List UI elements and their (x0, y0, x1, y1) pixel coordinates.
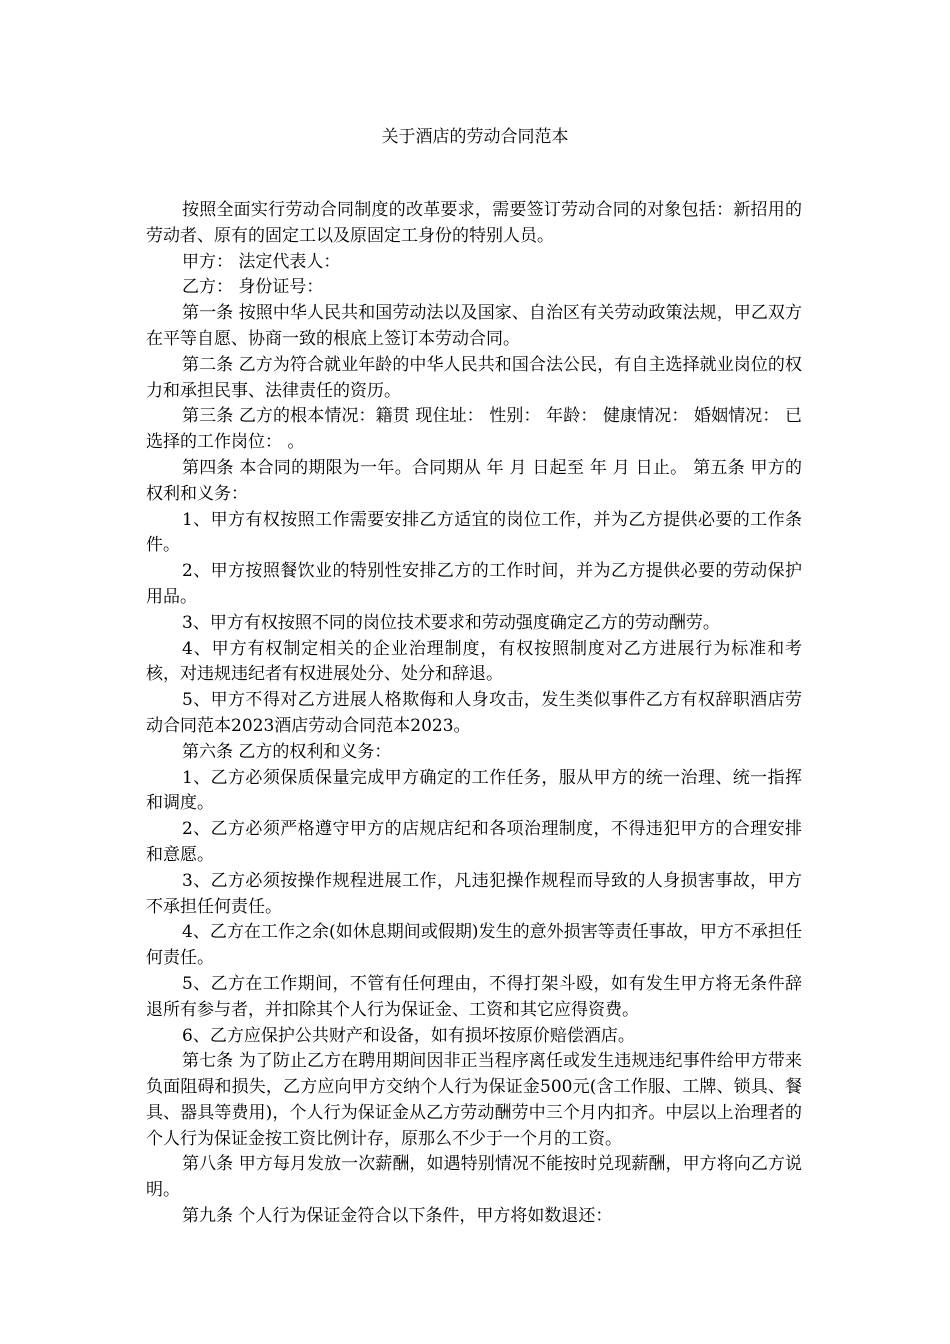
paragraph-article-4-5: 第四条 本合同的期限为一年。合同期从 年 月 日起至 年 月 日止。 第五条 甲方的权利和义务： (146, 457, 802, 504)
paragraph-party-b: 乙方： 身份证号： (182, 277, 324, 298)
paragraph-article-7: 第七条 为了防止乙方在聘用期间因非正当程序离任或发生违规违纪事件给甲方带来负面阻碍和损失，乙方应向甲方交纳个人行为保证金500元(含工作服、工牌、锁具、餐具、器具等费用)，个人行为保证金从乙方劳动酬劳中三个月内扣齐。中层以上治理者的个人行为保证金按工资比例计存，原那么不少于一个月的工资。 (146, 1051, 802, 1149)
document-body (146, 198, 802, 1230)
paragraph-article-8: 第八条 甲方每月发放一次薪酬，如遇特别情况不能按时兑现薪酬，甲方将向乙方说明。 (146, 1154, 802, 1201)
paragraph-party-a: 甲方： 法定代表人： (182, 251, 341, 272)
paragraph-item: 5、甲方不得对乙方进展人格欺侮和人身攻击，发生类似事件乙方有权辞职酒店劳动合同范本2023酒店劳动合同范本2023。 (146, 690, 802, 736)
paragraph-article-6: 第六条 乙方的权利和义务： (182, 741, 392, 762)
document-title: 关于酒店的劳动合同范本 (381, 127, 569, 147)
paragraph-item: 2、乙方必须严格遵守甲方的店规店纪和各项治理制度，不得违犯甲方的合理安排和意愿。 (146, 819, 802, 865)
paragraph-item: 1、甲方有权按照工作需要安排乙方适宜的岗位工作，并为乙方提供必要的工作条件。 (146, 509, 802, 556)
paragraph-item: 6、乙方应保护公共财产和设备，如有损坏按原价赔偿酒店。 (182, 1025, 635, 1046)
paragraph-item: 5、乙方在工作期间，不管有任何理由，不得打架斗殴，如有发生甲方将无条件辞退所有参与者，并扣除其个人行为保证金、工资和其它应得资费。 (146, 973, 802, 1020)
paragraph-article-1: 第一条 按照中华人民共和国劳动法以及国家、自治区有关劳动政策法规，甲乙双方在平等自愿、协商一致的根底上签订本劳动合同。 (146, 303, 802, 349)
paragraph-item: 4、甲方有权制定相关的企业治理制度，有权按照制度对乙方进展行为标准和考核，对违规违纪者有权进展处分、处分和辞退。 (146, 638, 802, 685)
paragraph-item: 2、甲方按照餐饮业的特别性安排乙方的工作时间，并为乙方提供必要的劳动保护用品。 (146, 561, 802, 607)
paragraph-article-9: 第九条 个人行为保证金符合以下条件，甲方将如数退还： (182, 1206, 613, 1227)
paragraph-item: 3、乙方必须按操作规程进展工作，凡违犯操作规程而导致的人身损害事故，甲方不承担任何责任。 (146, 870, 802, 917)
paragraph-article-3: 第三条 乙方的根本情况：籍贯 现住址： 性别： 年龄： 健康情况： 婚姻情况： 已选择的工作岗位： 。 (146, 406, 802, 453)
paragraph-article-2: 第二条 乙方为符合就业年龄的中华人民共和国合法公民，有自主选择就业岗位的权力和承担民事、法律责任的资历。 (146, 354, 802, 401)
paragraph-intro: 按照全面实行劳动合同制度的改革要求，需要签订劳动合同的对象包括：新招用的劳动者、原有的固定工以及原固定工身份的特别人员。 (146, 200, 802, 246)
paragraph-item: 3、甲方有权按照不同的岗位技术要求和劳动强度确定乙方的劳动酬劳。 (182, 612, 720, 633)
paragraph-item: 4、乙方在工作之余(如休息期间或假期)发生的意外损害等责任事故，甲方不承担任何责任。 (146, 922, 802, 969)
paragraph-item: 1、乙方必须保质保量完成甲方确定的工作任务，服从甲方的统一治理、统一指挥和调度。 (146, 767, 802, 814)
